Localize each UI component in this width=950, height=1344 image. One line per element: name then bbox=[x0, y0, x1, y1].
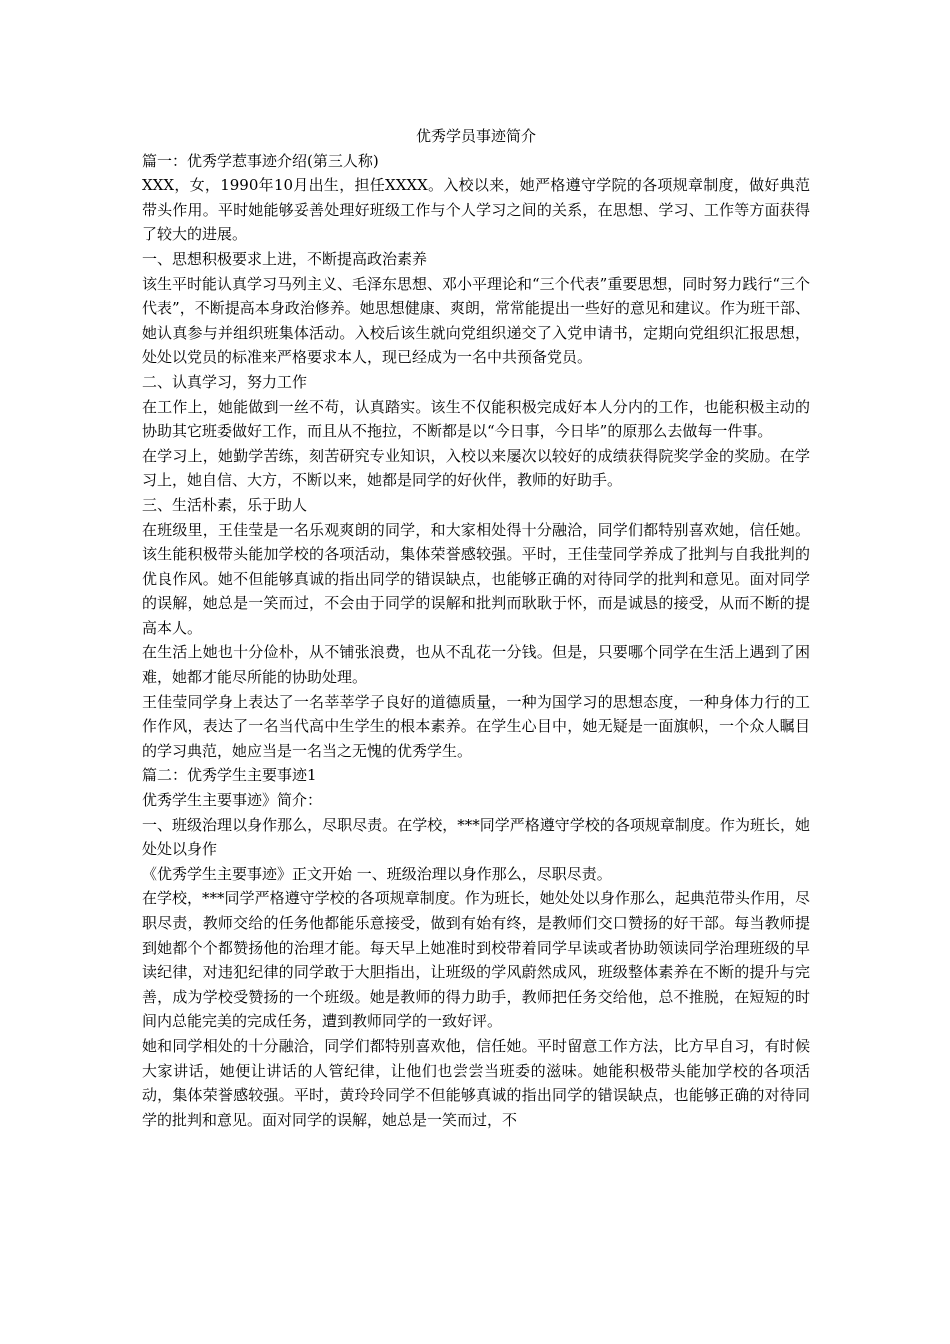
paragraph-class-life: 在班级里，王佳莹是一名乐观爽朗的同学，和大家相处得十分融洽，同学们都特别喜欢她，信任她。该生能积极带头能加学校的各项活动，集体荣誉感较强。平时，王佳莹同学养成了批判与自我批判的优良作风。她不但能够真诚的指出同学的错误缺点，也能够正确的对待同学的批判和意见。面对同学的误解，她总是一笑而过，不会由于同学的误解和批判而耿耿于怀，而是诚恳的接受，从而不断的提高本人。 bbox=[142, 520, 810, 637]
heading-part-one: 篇一：优秀学惹事迹介绍(第三人称) bbox=[142, 151, 379, 170]
paragraph-main-start: 《优秀学生主要事迹》正文开始 一、班级治理以身作那么，尽职尽责。 bbox=[142, 864, 612, 883]
document-title: 优秀学员事迹简介 bbox=[415, 127, 536, 145]
paragraph-brief: 一、班级治理以身作那么，尽职尽责。在学校，***同学严格遵守学校的各项规章制度。作为班长，她处处以身作 bbox=[142, 815, 810, 859]
paragraph-work: 在工作上，她能做到一丝不苟，认真踏实。该生不仅能积极完成好本人分内的工作，也能积极主动的协助其它班委做好工作，而且从不拖拉，不断都是以“今日事，今日毕”的原那么去做每一件事。 bbox=[142, 397, 810, 441]
paragraph-study: 在学习上，她勤学苦练，刻苦研究专业知识，入校以来屡次以较好的成绩获得院奖学金的奖励。在学习上，她自信、大方，不断以来，她都是同学的好伙伴，教师的好助手。 bbox=[142, 446, 810, 490]
section-heading-1: 一、思想积极要求上进，不断提高政治素养 bbox=[142, 249, 428, 268]
section-heading-3: 三、生活朴素，乐于助人 bbox=[142, 495, 308, 514]
paragraph-intro: XXX，女，1990年10月出生，担任XXXX。入校以来，她严格遵守学院的各项规章制度，做好典范带头作用。平时她能够妥善处理好班级工作与个人学习之间的关系，在思想、学习、工作等方面获得了较大的进展。 bbox=[142, 176, 810, 244]
paragraph-brief-label: 优秀学生主要事迹》简介： bbox=[142, 791, 323, 810]
document-page bbox=[142, 124, 810, 1132]
paragraph-classmates: 她和同学相处的十分融洽，同学们都特别喜欢他，信任她。平时留意工作方法，比方早自习，有时候大家讲话，她便让讲话的人管纪律，让他们也尝尝当班委的滋味。她能积极带头能加学校的各项活动，集体荣誉感较强。平时，黄玲玲同学不但能够真诚的指出同学的错误缺点，也能够正确的对待同学的批判和意见。面对同学的误解，她总是一笑而过，不 bbox=[142, 1036, 810, 1129]
paragraph-class-leader: 在学校，***同学严格遵守学校的各项规章制度。作为班长，她处处以身作那么，起典范带头作用，尽职尽责，教师交给的任务他都能乐意接受，做到有始有终，是教师们交口赞扬的好干部。每当教师提到她都个个都赞扬他的治理才能。每天早上她准时到校带着同学早读或者协助领读同学治理班级的早读纪律，对违犯纪律的同学敢于大胆指出，让班级的学风蔚然成风，班级整体素养在不断的提升与完善，成为学校受赞扬的一个班级。她是教师的得力助手，教师把任务交给他，总不推脱，在短短的时间内总能完美的完成任务，遭到教师同学的一致好评。 bbox=[142, 889, 810, 1031]
paragraph-frugal: 在生活上她也十分俭朴，从不铺张浪费，也从不乱花一分钱。但是，只要哪个同学在生活上遇到了困难，她都才能尽所能的协助处理。 bbox=[142, 643, 810, 687]
paragraph-summary: 王佳莹同学身上表达了一名莘莘学子良好的道德质量，一种为国学习的思想态度，一种身体力行的工作作风，表达了一名当代高中生学生的根本素养。在学生心目中，她无疑是一面旗帜，一个众人瞩目的学习典范，她应当是一名当之无愧的优秀学生。 bbox=[142, 692, 810, 760]
section-heading-2: 二、认真学习，努力工作 bbox=[142, 372, 308, 391]
paragraph-politics: 该生平时能认真学习马列主义、毛泽东思想、邓小平理论和“三个代表”重要思想，同时努力践行“三个代表”，不断提高本身政治修养。她思想健康、爽朗，常常能提出一些好的意见和建议。作为班干部、她认真参与并组织班集体活动。入校后该生就向党组织递交了入党申请书，定期向党组织汇报思想，处处以党员的标准来严格要求本人，现已经成为一名中共预备党员。 bbox=[142, 274, 811, 367]
heading-part-two: 篇二：优秀学生主要事迹1 bbox=[142, 766, 317, 785]
